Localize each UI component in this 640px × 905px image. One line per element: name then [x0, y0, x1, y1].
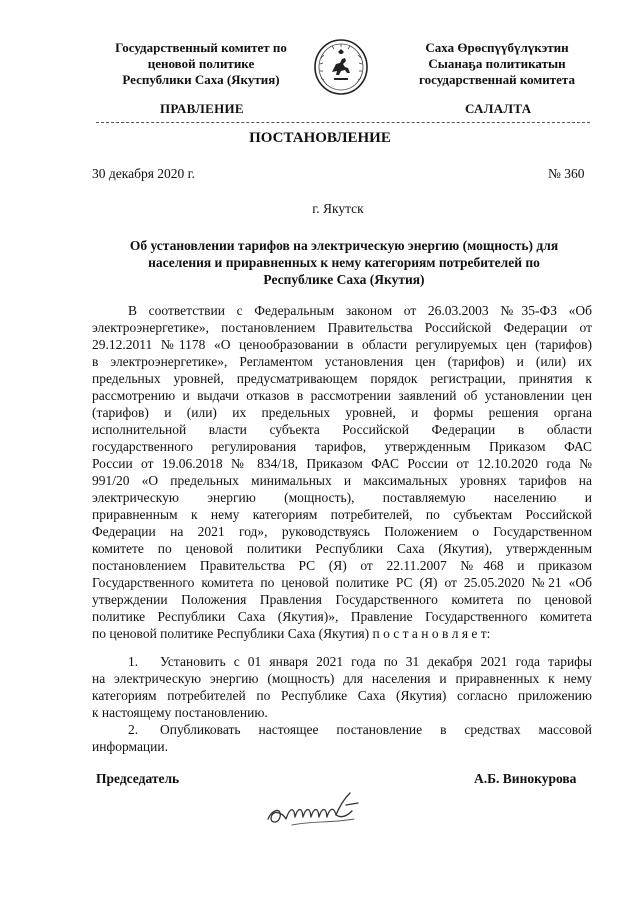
paragraph-line: политике Республики Саха (Якутия)», Правление Государственного комитета [92, 609, 592, 624]
title-line: Республике Саха (Якутия) [263, 272, 425, 287]
handwritten-signature [262, 785, 382, 835]
paragraph-line: комитете по ценовой политики Республики Саха (Якутия), утвержденным [92, 541, 592, 556]
paragraph-line: приравненным к нему категориям потребителей, по субъектам Российской [92, 507, 592, 522]
header-right-line: Саха Өрөспүүбүлүкэтин [425, 40, 569, 55]
document-title [96, 237, 592, 288]
header-left [96, 40, 306, 88]
paragraph-line: 29.12.2011 №1178 «О ценообразовании в области регулируемых цен (тарифов) [92, 337, 592, 352]
coat-of-arms-emblem [312, 38, 370, 96]
signatory-role: Председатель [96, 771, 180, 786]
header-sub-right: САЛАЛТА [465, 101, 532, 116]
paragraph-line: государственного регулирования тарифов, утвержденным Приказом ФАС [92, 439, 592, 454]
header-right-line: государственнай комитета [419, 72, 575, 87]
header-left-line: Государственный комитет по [115, 40, 287, 55]
paragraph-line: (тарифов) и (или) их предельных уровней, и формы решения органа [92, 405, 592, 420]
header-divider [96, 122, 590, 123]
item-line: Опубликовать настоящее постановление в средствах массовой [160, 722, 592, 737]
item-line: на электрическую энергию (мощность) для населения и приравненных к нему [92, 671, 592, 686]
header-left-line: Республики Саха (Якутия) [122, 72, 280, 87]
paragraph-line: предельных уровней, предусматривающем порядок регистрации, принятия к [92, 371, 592, 386]
resolution-item-2 [92, 721, 592, 755]
item-number: 2. [128, 722, 139, 737]
paragraph-line: 991/20 «О предельных минимальных и максимальных уровнях тарифов на [92, 473, 592, 488]
paragraph-line: электроэнергетике», постановлением Правительства Российской Федерации от [92, 320, 592, 335]
paragraph-line: по ценовой политике Республики Саха (Якутия) п о с т а н о в л я е т: [92, 626, 491, 641]
paragraph-line: Государственного комитета по ценовой политике РС (Я) от 25.05.2020 №21 «Об [92, 575, 592, 590]
paragraph-line: В соответствии с Федеральным законом от 26.03.2003 №35-ФЗ «Об [128, 303, 592, 318]
paragraph-line: Федерации на 2021 год», руководствуясь Положением о Государственном [92, 524, 592, 539]
signatory-name: А.Б. Винокурова [474, 771, 577, 786]
paragraph-line: в электроэнергетике», Регламентом установления цен (тарифов) и (или) их [92, 354, 592, 369]
resolution-item-1 [92, 653, 592, 721]
document-type: ПОСТАНОВЛЕНИЕ [249, 130, 391, 146]
title-line: населения и приравненных к нему категориям потребителей по [148, 255, 540, 270]
paragraph-line: рассмотрению и выдачи отказов в рассмотрении заявлений об установлении цен [92, 388, 592, 403]
main-paragraph [92, 302, 592, 647]
header-left-line: ценовой политике [147, 56, 255, 71]
item-line: информации. [92, 739, 168, 754]
item-number: 1. [128, 654, 139, 669]
paragraph-line: России от 19.06.2018 № 834/18, Приказом ФАС России от 12.10.2020 года № [92, 456, 592, 471]
document-city: г. Якутск [312, 201, 364, 216]
document-date: 30 декабря 2020 г. [92, 166, 196, 181]
title-line: Об установлении тарифов на электрическую энергию (мощность) для [129, 238, 559, 253]
item-line: к настоящему постановлению. [92, 705, 268, 720]
paragraph-line: исполнительной власти субъекта Российской Федерации в области [92, 422, 592, 437]
item-line: Установить с 01 января 2021 года по 31 декабря 2021 года тарифы [160, 654, 592, 669]
item-line: категориям потребителей по Республике Саха (Якутия) согласно приложению [92, 688, 592, 703]
paragraph-line: утверждении Положения Правления Государственного комитета по ценовой [92, 592, 592, 607]
header-right [383, 40, 611, 88]
document-number: № 360 [548, 166, 585, 181]
paragraph-line: постановлением Правительства РС (Я) от 22.11.2007 №468 и приказом [92, 558, 592, 573]
paragraph-line: электрическую энергию (мощность), поставляемую населению и [92, 490, 592, 505]
header-right-line: Сыанаҕа политикатын [428, 56, 566, 71]
header-sub-left: ПРАВЛЕНИЕ [160, 101, 244, 116]
